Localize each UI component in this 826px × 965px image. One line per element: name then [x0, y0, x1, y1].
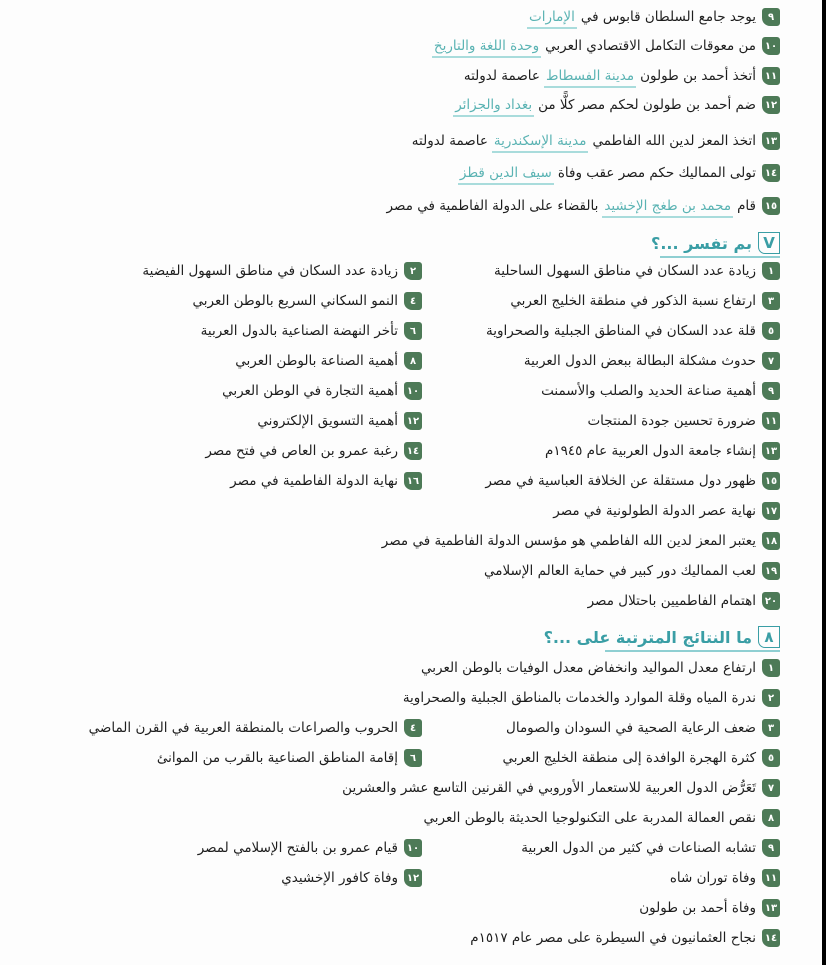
section-underline — [605, 650, 780, 652]
list-item — [670, 865, 780, 891]
item-text: حدوث مشكلة البطالة ببعض الدول العربية — [523, 353, 756, 369]
list-item — [403, 685, 780, 711]
item-text: اتخذ المعز لدين الله الفاطمي — [592, 133, 756, 149]
list-item — [230, 468, 422, 494]
item-text: أهمية الصناعة بالوطن العربي — [235, 353, 398, 369]
answer-text: سيف الدين قطز — [459, 165, 552, 181]
answer-underline — [602, 216, 733, 218]
item-text: النمو السكاني السريع بالوطن العربي — [192, 293, 398, 309]
item-text: ظهور دول مستقلة عن الخلافة العباسية في مصر — [485, 473, 756, 489]
item-text: قلة عدد السكان في المناطق الجبلية والصحراوية — [486, 323, 756, 339]
item-text: تأخر النهضة الصناعية بالدول العربية — [200, 323, 398, 339]
item-number-badge: ١٢ — [404, 412, 422, 430]
item-text: وفاة كافور الإخشيدي — [281, 870, 398, 886]
item-text: رغبة عمرو بن العاص في فتح مصر — [205, 443, 398, 459]
item-tail-text: عاصمة لدولته — [411, 133, 488, 149]
list-item — [157, 745, 422, 771]
item-number-badge: ٣ — [762, 719, 780, 737]
item-number-badge: ١٩ — [762, 562, 780, 580]
item-text: إقامة المناطق الصناعية بالقرب من الموانئ — [156, 750, 398, 766]
item-number-badge: ١٤ — [762, 929, 780, 947]
answer-underline — [527, 27, 577, 29]
list-item — [342, 775, 780, 801]
list-item — [502, 745, 780, 771]
item-text: كثرة الهجرة الوافدة إلى منطقة الخليج العربي — [502, 750, 756, 766]
item-number-badge: ٨ — [762, 809, 780, 827]
item-text: تولى المماليك حكم مصر عقب وفاة — [557, 165, 756, 181]
answer-text: مدينة الفسطاط — [545, 68, 635, 84]
list-item — [510, 288, 780, 314]
item-text: أهمية التجارة في الوطن العربي — [222, 383, 398, 399]
item-number-badge: ٥ — [762, 322, 780, 340]
item-text: قيام عمرو بن بالفتح الإسلامي لمصر — [197, 840, 398, 856]
item-number-badge: ٢٠ — [762, 592, 780, 610]
item-text: أتخذ أحمد بن طولون — [640, 68, 756, 84]
section-heading — [544, 622, 780, 652]
item-text: نقص العمالة المدربة على التكنولوجيا الحديثة بالوطن العربي — [423, 810, 756, 826]
list-item — [424, 805, 780, 831]
item-text: ضعف الرعاية الصحية في السودان والصومال — [506, 720, 756, 736]
answer-text: وحدة اللغة والتاريخ — [433, 38, 540, 54]
item-number-badge: ٢ — [404, 262, 422, 280]
list-item — [639, 895, 780, 921]
item-text: زيادة عدد السكان في مناطق السهول الساحلية — [494, 263, 756, 279]
list-item — [521, 835, 780, 861]
list-item — [545, 438, 780, 464]
section-title: بم تفسر ...؟ — [651, 233, 752, 253]
list-item — [494, 258, 780, 284]
item-number-badge: ١٤ — [762, 164, 780, 182]
list-item — [506, 715, 780, 741]
item-number-badge: ١٠ — [762, 37, 780, 55]
section-number-box: V — [758, 232, 780, 254]
list-item — [484, 558, 780, 584]
list-item — [222, 378, 422, 404]
list-item — [382, 528, 780, 554]
item-number-badge: ١٣ — [762, 132, 780, 150]
item-number-badge: ١٤ — [404, 442, 422, 460]
item-number-badge: ١١ — [762, 67, 780, 85]
item-tail-text: عاصمة لدولته — [463, 68, 540, 84]
answer-underline — [432, 56, 541, 58]
item-number-badge: ١٢ — [404, 869, 422, 887]
item-number-badge: ١١ — [762, 869, 780, 887]
item-number-badge: ٤ — [404, 719, 422, 737]
item-number-badge: ٦ — [404, 322, 422, 340]
item-number-badge: ١٦ — [404, 472, 422, 490]
list-item — [485, 468, 780, 494]
item-number-badge: ١٢ — [762, 96, 780, 114]
list-item — [421, 655, 780, 681]
item-number-badge: ٣ — [762, 292, 780, 310]
answer-underline — [458, 183, 554, 185]
list-item — [587, 408, 780, 434]
item-number-badge: ٩ — [762, 382, 780, 400]
item-text: نهاية الدولة الفاطمية في مصر — [230, 473, 398, 489]
item-text: لعب المماليك دور كبير في حماية العالم الإسلامي — [484, 563, 756, 579]
item-text: نهاية عصر الدولة الطولونية في مصر — [553, 503, 756, 519]
list-item — [553, 498, 780, 524]
list-item — [198, 835, 422, 861]
item-number-badge: ١ — [762, 659, 780, 677]
item-text: ضرورة تحسين جودة المنتجات — [587, 413, 756, 429]
item-number-badge: ١٣ — [762, 899, 780, 917]
answer-text: مدينة الإسكندرية — [493, 133, 587, 149]
item-text: ندرة المياه وقلة الموارد والخدمات بالمناطق الجبلية والصحراوية — [402, 690, 756, 706]
list-item — [201, 318, 422, 344]
item-number-badge: ١٣ — [762, 442, 780, 460]
item-text: أهمية التسويق الإلكتروني — [257, 413, 398, 429]
item-number-badge: ١١ — [762, 412, 780, 430]
item-text: تشابه الصناعات في كثير من الدول العربية — [521, 840, 756, 856]
item-text: إنشاء جامعة الدول العربية عام ١٩٤٥م — [545, 443, 756, 459]
item-number-badge: ١٥ — [762, 472, 780, 490]
list-item — [541, 378, 780, 404]
item-number-badge: ٢ — [762, 689, 780, 707]
answer-underline — [544, 86, 636, 88]
list-item — [412, 128, 780, 154]
answer-text: الإمارات — [529, 9, 575, 25]
list-item — [486, 318, 780, 344]
item-text: وفاة أحمد بن طولون — [639, 900, 756, 916]
answer-underline — [492, 151, 589, 153]
list-item — [235, 348, 422, 374]
item-number-badge: ١٨ — [762, 532, 780, 550]
item-number-badge: ١٧ — [762, 502, 780, 520]
item-number-badge: ٩ — [762, 8, 780, 26]
item-text: زيادة عدد السكان في مناطق السهول الفيضية — [142, 263, 398, 279]
item-number-badge: ١ — [762, 262, 780, 280]
list-item — [257, 408, 422, 434]
answer-text: محمد بن طغج الإخشيد — [604, 198, 732, 214]
list-item — [524, 348, 780, 374]
answer-underline — [453, 115, 534, 117]
item-text: ارتفاع معدل المواليد وانخفاض معدل الوفيات بالوطن العربي — [420, 660, 756, 676]
item-text: أهمية صناعة الحديد والصلب والأسمنت — [541, 383, 756, 399]
item-text: ارتفاع نسبة الذكور في منطقة الخليج العربي — [510, 293, 756, 309]
item-text: وفاة توران شاه — [669, 870, 756, 886]
item-number-badge: ٥ — [762, 749, 780, 767]
item-text: من معوقات التكامل الاقتصادي العربي — [545, 38, 756, 54]
item-text: قام — [737, 198, 756, 214]
item-tail-text: بالقضاء على الدولة الفاطمية في مصر — [386, 198, 599, 214]
list-item — [281, 865, 422, 891]
list-item — [142, 258, 422, 284]
item-number-badge: ١٥ — [762, 197, 780, 215]
answer-text: بغداد والجزائر — [455, 97, 533, 113]
item-text: يعتبر المعز لدين الله الفاطمي هو مؤسس الدولة الفاطمية في مصر — [381, 533, 756, 549]
item-text: نجاح العثمانيون في السيطرة على مصر عام ١٥١٧م — [470, 930, 756, 946]
section-number-box: ٨ — [758, 626, 780, 648]
item-number-badge: ٦ — [404, 749, 422, 767]
item-text: ضم أحمد بن طولون لحكم مصر كلًّا من — [538, 97, 756, 113]
list-item — [588, 588, 780, 614]
item-number-badge: ٩ — [762, 839, 780, 857]
item-text: اهتمام الفاطميين باحتلال مصر — [587, 593, 756, 609]
item-number-badge: ٧ — [762, 352, 780, 370]
list-item — [470, 925, 780, 951]
item-number-badge: ١٠ — [404, 382, 422, 400]
list-item — [205, 438, 422, 464]
section-title: ما النتائج المترتبة على ...؟ — [543, 627, 752, 647]
item-text: الحروب والصراعات بالمنطقة العربية في القرن الماضي — [88, 720, 398, 736]
list-item — [193, 288, 422, 314]
section-heading — [651, 228, 780, 258]
list-item — [89, 715, 422, 741]
item-text: يوجد جامع السلطان قابوس في — [580, 9, 756, 25]
item-number-badge: ٤ — [404, 292, 422, 310]
screen-edge — [822, 0, 826, 965]
item-number-badge: ٨ — [404, 352, 422, 370]
item-text: تَعَرُّض الدول العربية للاستعمار الأوروبي في القرنين التاسع عشر والعشرين — [342, 780, 756, 796]
item-number-badge: ١٠ — [404, 839, 422, 857]
item-number-badge: ٧ — [762, 779, 780, 797]
